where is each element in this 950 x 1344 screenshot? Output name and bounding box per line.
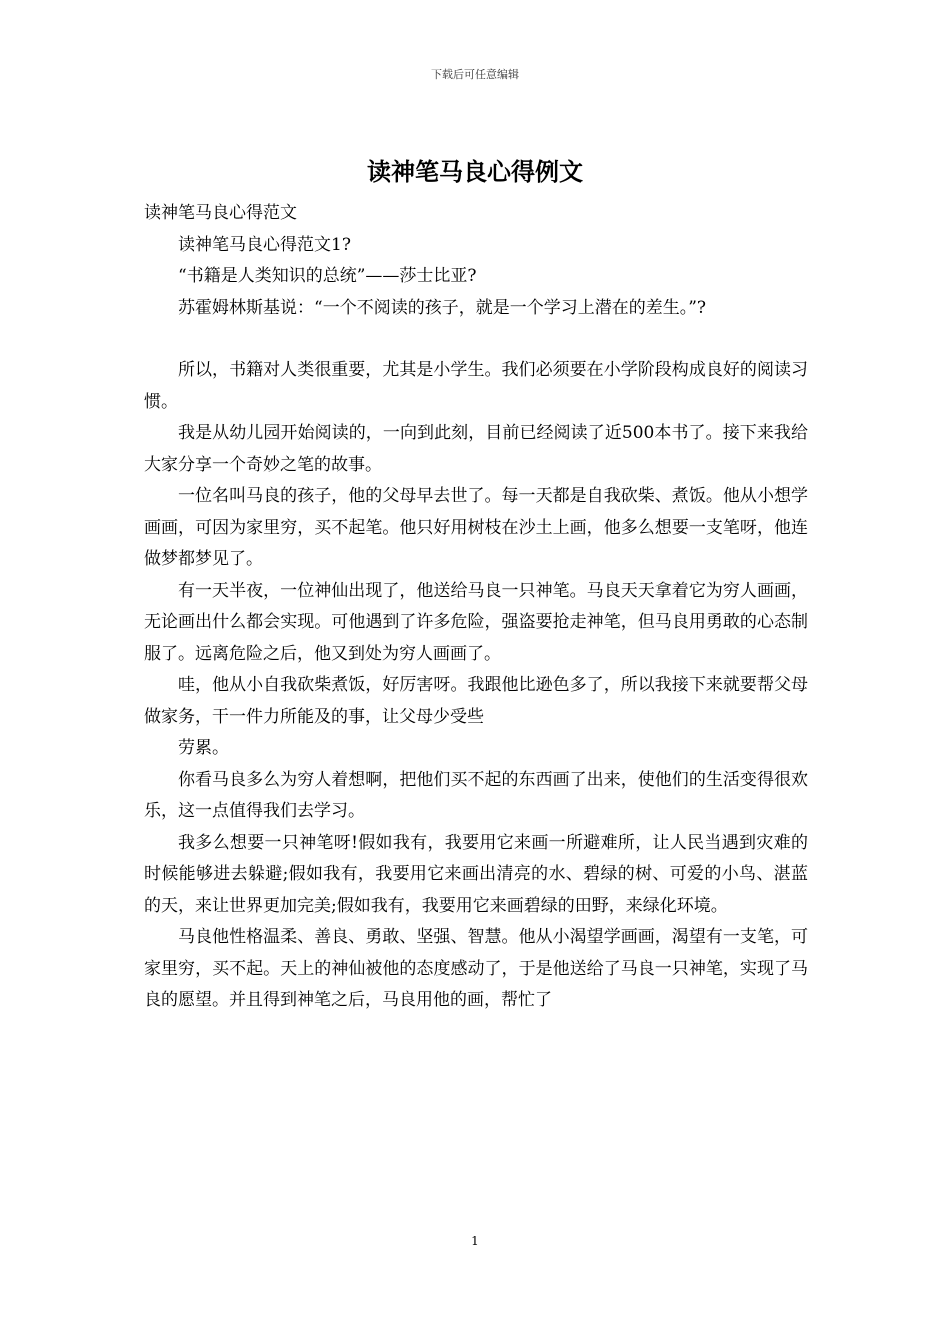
paragraph: 一位名叫马良的孩子，他的父母早去世了。每一天都是自我砍柴、煮饭。他从小想学画画，可因为家里穷，买不起笔。他只好用树枝在沙土上画，他多么想要一支笔呀，他连做梦都梦见了。: [144, 486, 808, 569]
subtitle: 读神笔马良心得范文: [144, 203, 297, 223]
paragraph: 马良他性格温柔、善良、勇敢、坚强、智慧。他从小渴望学画画，渴望有一支笔，可家里穷，买不起。天上的神仙被他的态度感动了，于是他送给了马良一只神笔，实现了马良的愿望。并且得到神笔之后，马良用他的画，帮忙了: [144, 927, 808, 1010]
document-title: 读神笔马良心得例文: [367, 157, 583, 186]
document-body: [144, 198, 808, 1017]
paragraph: 所以，书籍对人类很重要，尤其是小学生。我们必须要在小学阶段构成良好的阅读习惯。: [144, 360, 808, 412]
page-header: 下载后可任意编辑: [431, 68, 519, 81]
paragraph: 苏霍姆林斯基说：“一个不阅读的孩子，就是一个学习上潜在的差生。”?: [178, 297, 706, 318]
paragraph: 劳累。: [178, 738, 229, 758]
paragraph: 有一天半夜，一位神仙出现了，他送给马良一只神笔。马良天天拿着它为穷人画画，无论画出什么都会实现。可他遇到了许多危险，强盗要抢走神笔，但马良用勇敢的心态制服了。远离危险之后，他又到处为穷人画画了。: [144, 580, 808, 664]
paragraph: “书籍是人类知识的总统”——莎士比亚?: [178, 266, 477, 286]
page-number: 1: [471, 1234, 479, 1248]
paragraph: 我是从幼儿园开始阅读的，一向到此刻，目前已经阅读了近500本书了。接下来我给大家分享一个奇妙之笔的故事。: [144, 423, 808, 475]
paragraph: 哇，他从小自我砍柴煮饭，好厉害呀。我跟他比逊色多了，所以我接下来就要帮父母做家务，干一件力所能及的事，让父母少受些: [144, 675, 808, 727]
blank-line: [144, 324, 808, 355]
paragraph: 读神笔马良心得范文1?: [178, 234, 351, 255]
paragraph: 你看马良多么为穷人着想啊，把他们买不起的东西画了出来，使他们的生活变得很欢乐，这一点值得我们去学习。: [144, 769, 808, 821]
paragraph: 我多么想要一只神笔呀!假如我有，我要用它来画一所避难所，让人民当遇到灾难的时候能够进去躲避;假如我有，我要用它来画出清亮的水、碧绿的树、可爱的小鸟、湛蓝的天，来让世界更加完美;假如我有，我要用它来画碧绿的田野，来绿化环境。: [144, 832, 808, 916]
